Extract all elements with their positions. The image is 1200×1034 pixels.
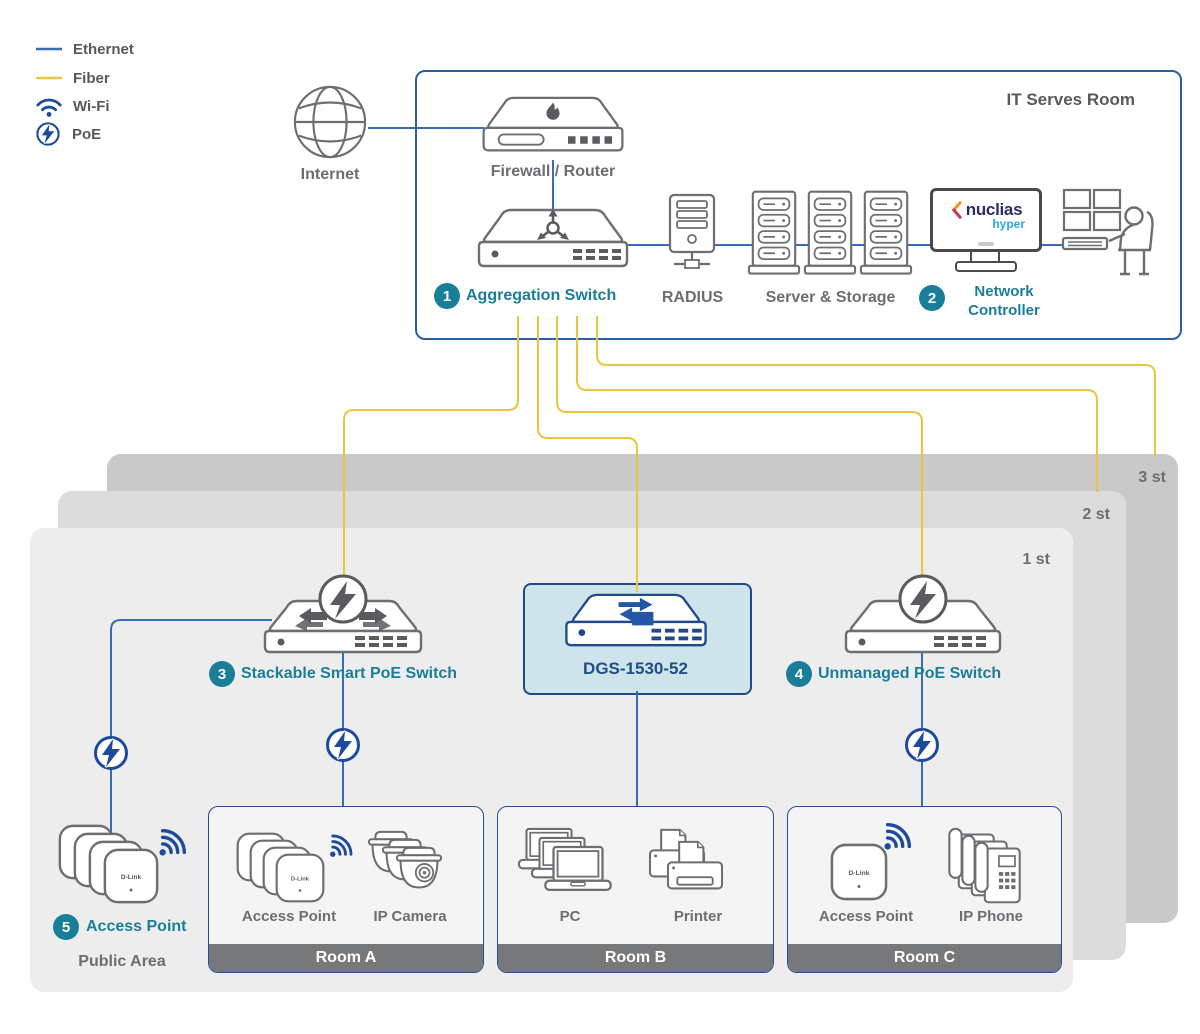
ip-phone-stack	[948, 826, 1033, 906]
wifi-icon	[35, 94, 63, 118]
badge-2: 2	[919, 285, 945, 311]
public-area-label: Public Area	[78, 953, 166, 970]
floor-1-label: 1 st	[1022, 551, 1050, 568]
network-controller-monitor	[930, 188, 1042, 252]
legend-fiber-label: Fiber	[73, 69, 110, 87]
unmanaged-switch-label: Unmanaged PoE Switch	[818, 665, 1002, 682]
fiber-line-swatch	[35, 75, 63, 81]
poe-circle-icon	[900, 576, 946, 622]
wifi-icon	[157, 826, 189, 858]
operator-workstation-icon	[1062, 188, 1162, 286]
wifi-icon	[882, 820, 914, 852]
legend-fiber	[35, 65, 205, 91]
firewall-router-icon	[478, 92, 628, 158]
room-b-title: Room B	[498, 944, 773, 972]
internet-globe-icon	[291, 83, 369, 161]
server-rack-icon	[860, 190, 912, 280]
floor-2-label: 2 st	[1082, 506, 1110, 523]
ip-camera-icon	[392, 846, 446, 892]
room-a-camera-label: IP Camera	[373, 908, 447, 925]
pc-stack	[518, 828, 613, 900]
room-c-ap-label: Access Point	[818, 908, 914, 925]
dgs-1530-52-icon	[557, 592, 715, 650]
network-controller-label: Network Controller	[968, 283, 1040, 319]
floor-3-label: 3 st	[1138, 469, 1166, 486]
nuclias-sub-text: hyper	[992, 217, 1025, 231]
server-storage-label: Server & Storage	[765, 289, 896, 306]
stackable-smart-poe-switch-icon	[253, 574, 433, 654]
pc-icon	[544, 846, 612, 895]
svg-text:D-Link: D-Link	[120, 873, 142, 881]
fiber-lines	[344, 316, 1155, 592]
svg-text:D-Link: D-Link	[290, 876, 310, 883]
legend-poe-label: PoE	[72, 125, 102, 143]
firewall-label: Firewall / Router	[490, 163, 616, 180]
badge-5: 5	[53, 914, 79, 940]
dgs-label: DGS-1530-52	[583, 659, 688, 678]
ip-camera-stack	[364, 830, 459, 900]
legend	[35, 36, 205, 147]
legend-wifi	[35, 93, 205, 119]
room-c-title: Room C	[788, 944, 1061, 972]
room-b-pc-label: PC	[559, 908, 581, 925]
public-access-point-label: Access Point	[86, 918, 187, 935]
poe-circle-icon	[320, 576, 366, 622]
poe-icon	[903, 726, 941, 764]
room-b-printer-label: Printer	[673, 908, 723, 925]
poe-icon	[324, 726, 362, 764]
access-point-icon	[275, 853, 325, 903]
legend-ethernet	[35, 36, 205, 62]
access-point-icon	[830, 843, 888, 901]
legend-wifi-label: Wi-Fi	[73, 97, 110, 115]
room-c-phone-label: IP Phone	[959, 908, 1023, 925]
aggregation-switch-label: Aggregation Switch	[466, 287, 617, 304]
radius-label: RADIUS	[661, 289, 724, 306]
nuclias-chevron-icon	[950, 200, 963, 220]
monitor-base	[955, 261, 1017, 272]
it-room-title: IT Serves Room	[1006, 90, 1135, 109]
printer-stack	[648, 828, 738, 900]
radius-server-icon	[667, 194, 717, 274]
internet-label: Internet	[300, 166, 360, 183]
room-a-access-point-stack	[236, 832, 336, 908]
svg-text:D-Link: D-Link	[848, 869, 870, 877]
server-rack-icon	[748, 190, 800, 280]
wifi-icon	[328, 832, 355, 859]
ethernet-line-swatch	[35, 46, 63, 52]
nuclias-brand-text: nuclias	[965, 200, 1023, 219]
monitor-button	[978, 242, 994, 246]
badge-3: 3	[209, 661, 235, 687]
legend-poe	[35, 121, 205, 147]
unmanaged-poe-switch-icon	[838, 574, 1008, 654]
badge-1: 1	[434, 283, 460, 309]
legend-ethernet-label: Ethernet	[73, 40, 134, 58]
access-point-icon	[103, 848, 159, 904]
poe-icon	[92, 734, 130, 772]
badge-4: 4	[786, 661, 812, 687]
printer-icon	[666, 840, 724, 894]
stackable-switch-label: Stackable Smart PoE Switch	[241, 665, 458, 682]
ip-phone-icon	[974, 840, 1022, 906]
room-a-ap-label: Access Point	[241, 908, 337, 925]
poe-icon	[35, 121, 61, 147]
aggregation-switch-icon	[473, 206, 633, 272]
room-a-title: Room A	[209, 944, 483, 972]
server-rack-icon	[804, 190, 856, 280]
